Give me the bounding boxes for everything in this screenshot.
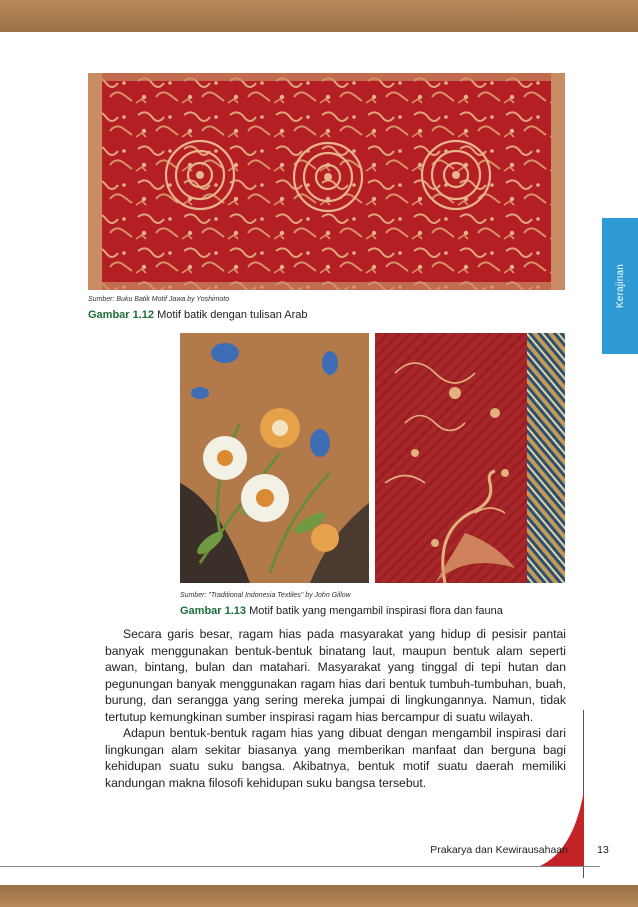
footer-rule [0, 866, 600, 867]
chapter-side-tab-label-wrap [602, 218, 638, 354]
figure-13-source: Sumber: "Traditional Indonesia Textiles" by John Gillow [180, 592, 351, 599]
batik-arabic-motif-image [88, 73, 565, 290]
body-paragraph-1: Secara garis besar, ragam hias pada masyarakat yang hidup di pesisir pantai banyak menggunakan bentuk-bentuk binatang laut, maupun bentuk alam seperti awan, bintang, bulan dan matahari. Masyarakat yang tinggal di tepi hutan dan pegunungan banyak menggunakan ragam hias dari bentuk tumbuh-tumbuhan, buah, burung, dan serangga yang sering mereka jumpai di lingkungannya. Namun, tidak tertutup kemungkinan sumber inspirasi ragam hias bercampur di suatu wilayah. [105, 627, 566, 724]
figure-13-number: Gambar 1.13 [180, 605, 247, 617]
body-text [105, 626, 566, 791]
chapter-side-tab-label: Kerajinan [614, 263, 626, 309]
page-number: 13 [597, 844, 609, 856]
footer-book-title: Prakarya dan Kewirausahaan [430, 844, 568, 856]
figure-12-caption [88, 309, 308, 321]
batik-flora-motif-image [180, 333, 369, 583]
bottom-decorative-band [0, 885, 638, 907]
figure-13-text: Motif batik yang mengambil inspirasi flora dan fauna [249, 605, 503, 617]
figure-12-source: Sumber: Buku Batik Motif Jawa by Yoshimoto [88, 296, 230, 303]
top-decorative-band [0, 0, 638, 32]
figure-12-text: Motif batik dengan tulisan Arab [157, 309, 308, 321]
figure-12-number: Gambar 1.12 [88, 309, 155, 321]
batik-fauna-motif-image [375, 333, 565, 583]
body-paragraph-2: Adapun bentuk-bentuk ragam hias yang dibuat dengan mengambil inspirasi dari lingkungan alam sekitar biasanya yang memberikan manfaat dan berguna bagi kehidupan suatu suku bangsa. Akibatnya, bentuk motif suatu daerah memiliki kandungan makna filosofi kehidupan suku bangsa tersebut. [105, 726, 566, 790]
figure-13-caption [180, 605, 503, 617]
